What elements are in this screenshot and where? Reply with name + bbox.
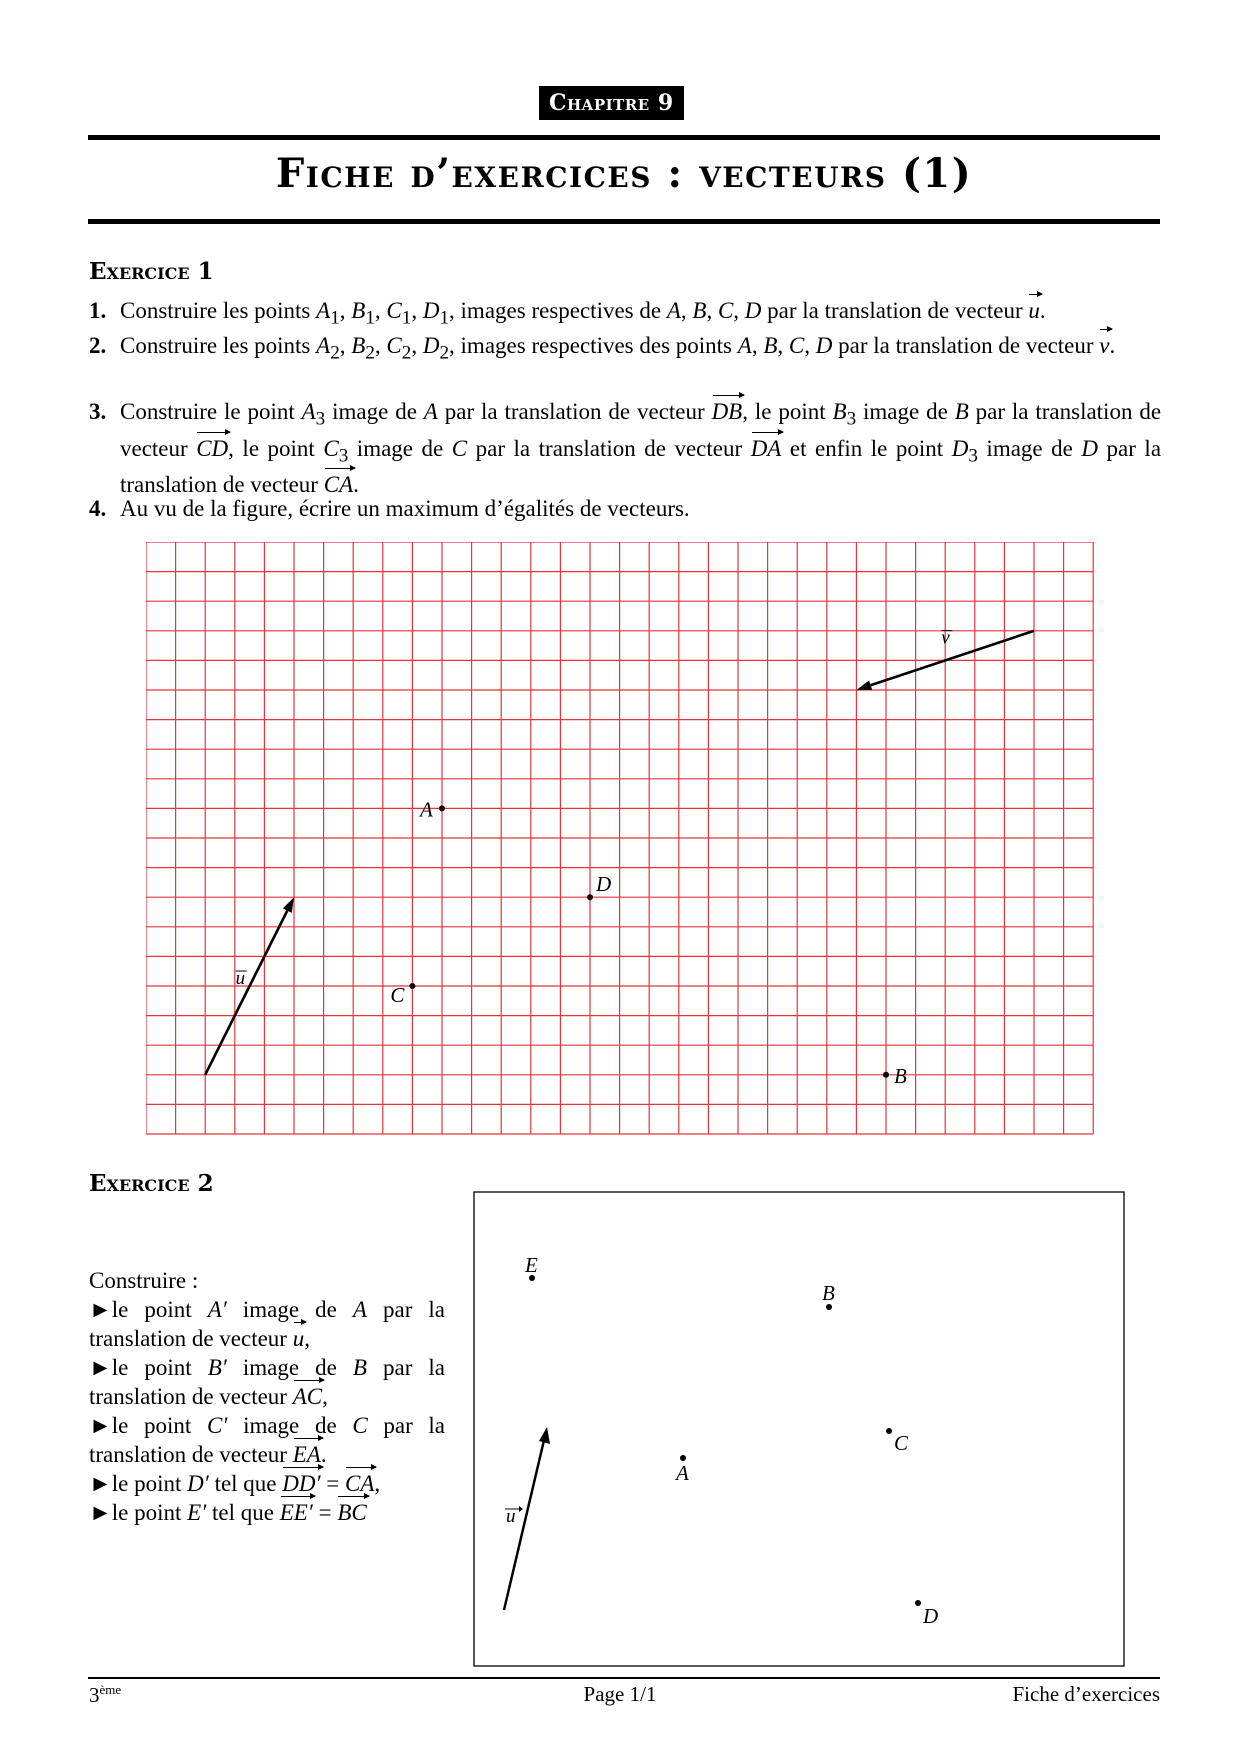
footer-page: Page 1/1 (583, 1682, 657, 1706)
svg-text:u: u (235, 968, 246, 989)
ex2-item-5: ►le point E′ tel que EE′ = BC (89, 1500, 367, 1525)
point-A (674, 1455, 689, 1485)
point-E (524, 1253, 538, 1281)
svg-text:C: C (390, 983, 405, 1007)
ex1-question-4: 4. Au vu de la figure, écrire un maximum d’égalités de vecteurs. (89, 496, 690, 521)
ex1-question-1: 1. Construire les points $A_1$, $B_1$, $C_1$, $D_1$, images respectives de A, B, C, D par la translation de vecteur u. (89, 298, 1046, 329)
title-top-rule (88, 135, 1160, 140)
q2-number: 2. (89, 333, 107, 358)
point-C (390, 983, 415, 1007)
point-D (915, 1600, 938, 1628)
svg-text:B: B (894, 1063, 907, 1088)
page-title: Fiche d’exercices : vecteurs (1) (275, 150, 973, 197)
ex2-item-2: ►le point B′ image de B par la (89, 1355, 445, 1380)
vector-u-arrow (504, 1427, 550, 1610)
ex2-intro: Construire : (89, 1268, 199, 1293)
svg-text:D: D (923, 1604, 939, 1628)
svg-text:v: v (941, 627, 950, 649)
q3-number: 3. (89, 399, 107, 424)
title-bottom-rule (88, 219, 1160, 224)
ex2-item-3: ►le point C′ image de C par la (89, 1413, 446, 1438)
footer-level: 3ème (89, 1682, 122, 1707)
footer-doc-type: Fiche d’exercices (1012, 1682, 1160, 1706)
q1-number: 1. (89, 298, 107, 323)
svg-text:E: E (525, 1253, 538, 1277)
point-C (886, 1428, 909, 1455)
point-A (418, 797, 445, 821)
point-B (822, 1281, 835, 1310)
ex2-item-4: ►le point D′ tel que DD′ = CA, (89, 1471, 381, 1496)
ex2-instructions: Construire : ►le point A′ image de A par la translation de vecteur u, ►le point B′ image de B par la translation de vecteur AC, ►le point C′ image de C par la translation de vecteur EA. ►le point D′ tel que DD′ = CA, ►le point E′ tel que EE′ = BC (89, 1268, 446, 1525)
svg-text:u: u (506, 1506, 516, 1527)
svg-text:B: B (822, 1281, 835, 1305)
ex1-question-2: 2. Construire les points $A_2$, $B_2$, $C_2$, $D_2$, images respectives des points A, B, C, D par la translation de vecteur v. (89, 333, 1116, 364)
chapter-label: Chapitre 9 (539, 86, 684, 120)
ex1-question-3: 3. Construire le point $A_3$ image de A par la translation de vecteur DB, le point $B_3$ image de B par la translation de vecteur CD, le point $C_3$ image de C par la translation de vecteur DA et enfin le point $D_3$ image de D par la translation de vecteur CA. (89, 399, 1162, 498)
ex2-figure (473, 1191, 1127, 1669)
svg-text:A: A (676, 1461, 689, 1485)
svg-text:C: C (894, 1431, 909, 1455)
footer-rule (88, 1677, 1160, 1679)
ex2-item-1: ►le point A′ image de A par la (89, 1297, 445, 1322)
svg-text:A: A (420, 797, 433, 822)
exercise-2-heading: Exercice 2 (89, 1170, 214, 1197)
ex2-figure-frame (474, 1192, 1124, 1666)
ex1-grid-figure (146, 542, 1098, 1138)
exercise-1-heading: Exercice 1 (89, 258, 214, 285)
svg-text:D: D (596, 872, 612, 897)
q4-number: 4. (89, 496, 107, 521)
point-D (587, 872, 611, 900)
